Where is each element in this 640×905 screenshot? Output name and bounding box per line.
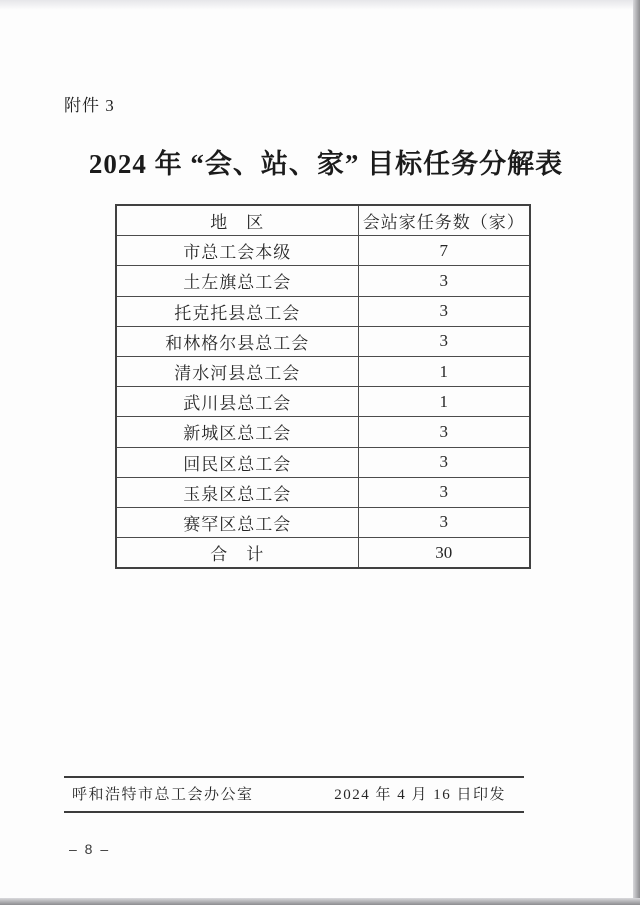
region-cell: 回民区总工会	[116, 447, 358, 477]
region-cell: 托克托县总工会	[116, 296, 358, 326]
scan-edge-right	[633, 0, 640, 905]
table-header-row	[116, 205, 530, 236]
table-row	[116, 538, 530, 569]
region-cell: 赛罕区总工会	[116, 507, 358, 537]
region-cell: 土左旗总工会	[116, 266, 358, 296]
count-cell: 3	[358, 326, 530, 356]
region-cell: 和林格尔县总工会	[116, 326, 358, 356]
region-cell: 新城区总工会	[116, 417, 358, 447]
table-row	[116, 417, 530, 447]
region-cell: 清水河县总工会	[116, 356, 358, 386]
page-title: 2024 年 “会、站、家” 目标任务分解表	[88, 149, 564, 179]
region-cell: 市总工会本级	[116, 236, 358, 266]
count-cell: 3	[358, 507, 530, 537]
region-cell: 合 计	[116, 538, 358, 569]
footer-print-date: 2024 年 4 月 16 日印发	[334, 787, 506, 803]
count-cell: 3	[358, 447, 530, 477]
attachment-label: 附件 3	[64, 96, 115, 115]
footer-rule-bottom	[64, 811, 524, 813]
region-cell: 武川县总工会	[116, 387, 358, 417]
count-cell: 30	[358, 538, 530, 569]
count-cell: 3	[358, 296, 530, 326]
region-cell: 玉泉区总工会	[116, 477, 358, 507]
footer-issuer: 呼和浩特市总工会办公室	[72, 787, 254, 803]
count-cell: 7	[358, 236, 530, 266]
table-row	[116, 296, 530, 326]
count-cell: 3	[358, 477, 530, 507]
table-row	[116, 447, 530, 477]
footer-row	[64, 783, 524, 807]
column-header-count: 会站家任务数（家）	[358, 205, 530, 236]
count-cell: 1	[358, 387, 530, 417]
scan-edge-bottom	[0, 898, 640, 905]
table-row	[116, 266, 530, 296]
task-table	[115, 204, 531, 569]
table-row	[116, 507, 530, 537]
table-row	[116, 236, 530, 266]
table-row	[116, 356, 530, 386]
page-number: – 8 –	[69, 841, 111, 857]
column-header-region: 地 区	[116, 205, 358, 236]
count-cell: 3	[358, 417, 530, 447]
table-row	[116, 387, 530, 417]
count-cell: 3	[358, 266, 530, 296]
table-row	[116, 326, 530, 356]
count-cell: 1	[358, 356, 530, 386]
scan-edge-top	[0, 0, 640, 10]
footer-rule-top	[64, 776, 524, 778]
table-row	[116, 477, 530, 507]
